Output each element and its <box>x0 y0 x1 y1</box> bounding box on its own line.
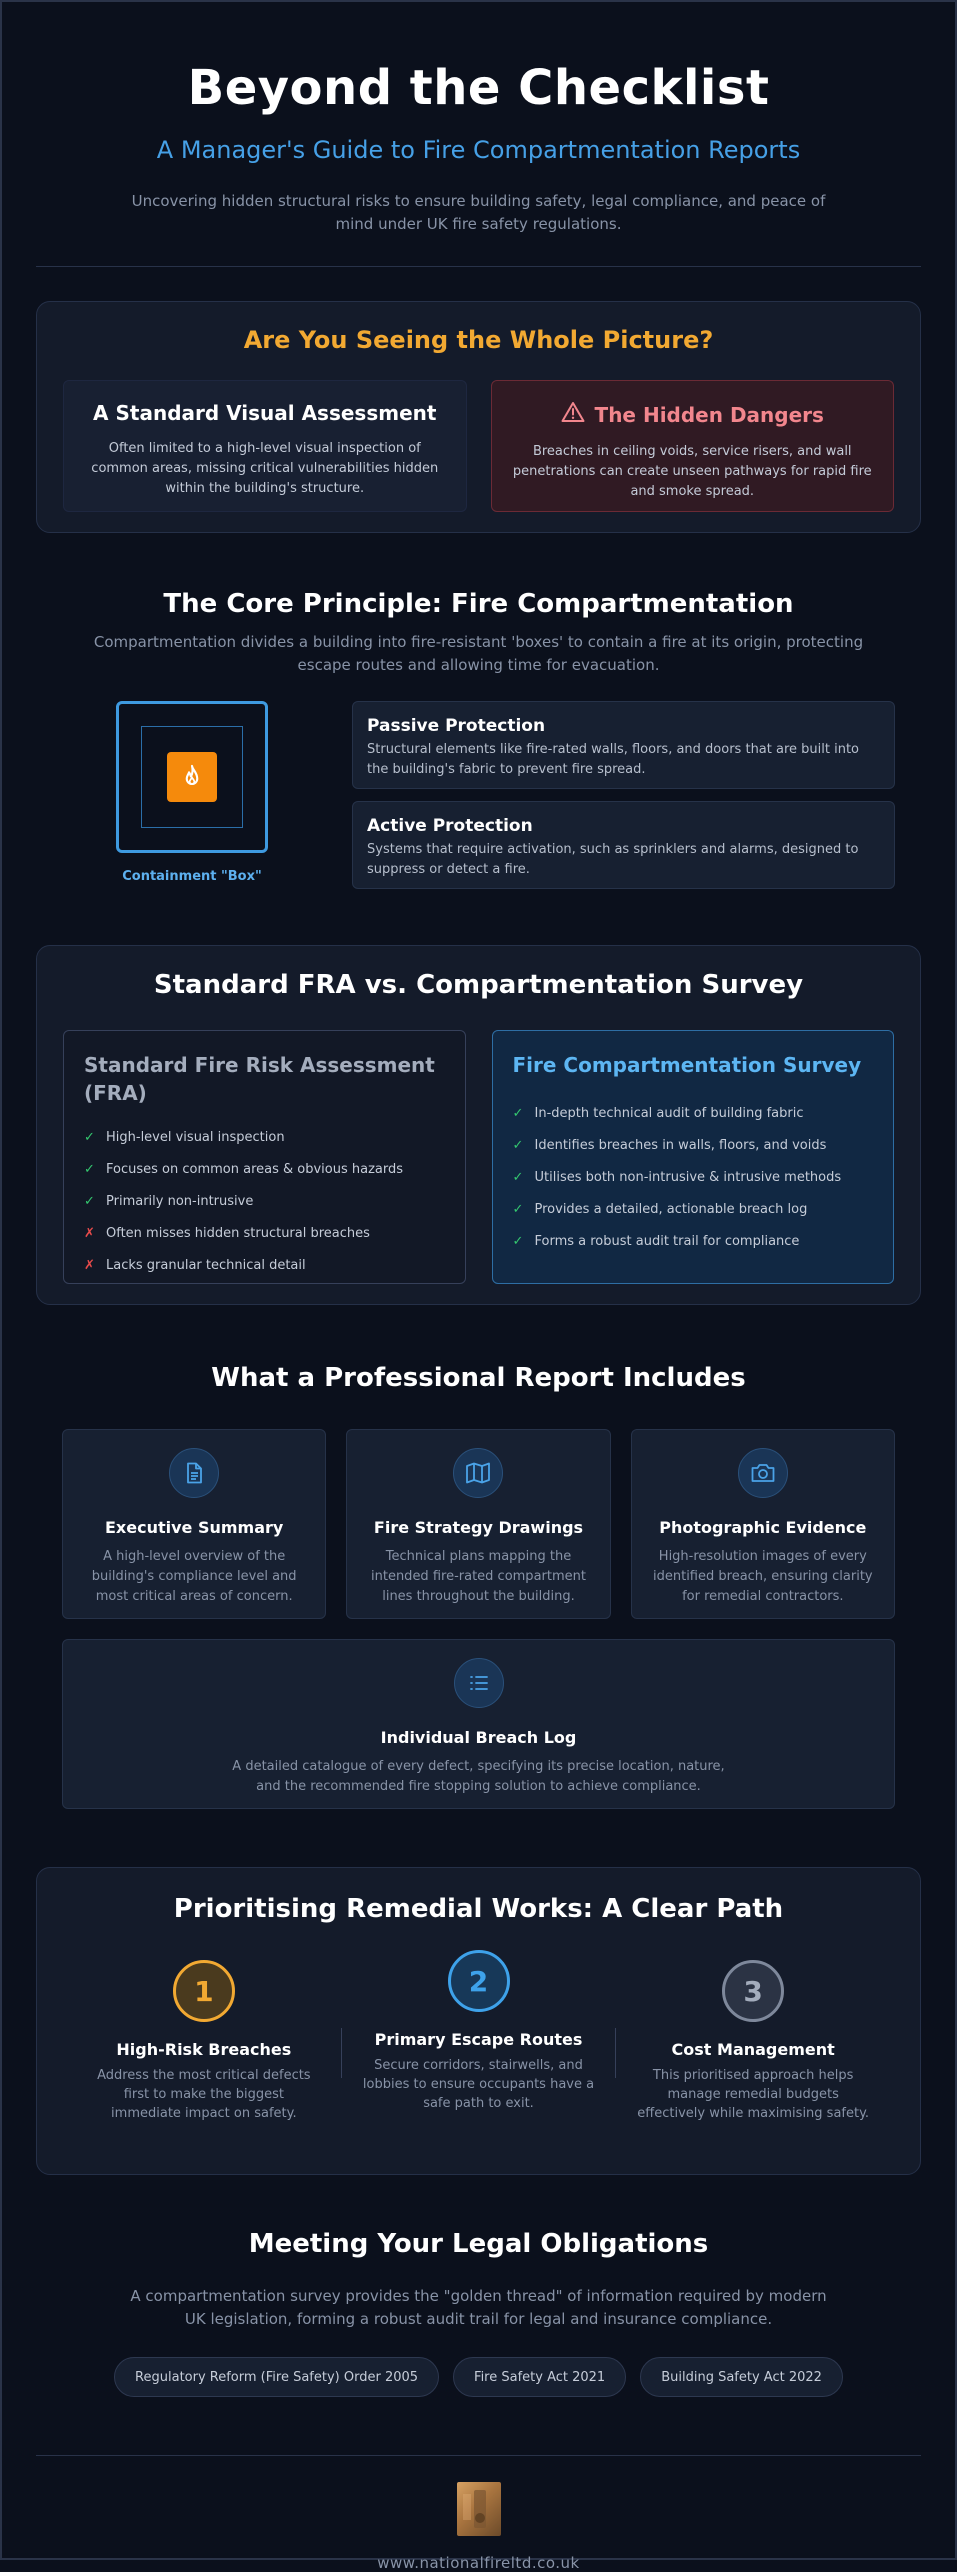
compartmentation-survey-card <box>492 1030 895 1284</box>
executive-summary-text: A high-level overview of the building's compliance level and most critical areas of concern. <box>91 1549 297 1604</box>
page-intro: Uncovering hidden structural risks to ensure building safety, legal compliance, and peace of mind under UK fire safety regulations. <box>131 192 826 233</box>
list-item: ✓ Focuses on common areas & obvious hazards <box>84 1161 404 1177</box>
passive-protection-title: Passive Protection <box>367 716 546 736</box>
divider <box>36 2455 921 2456</box>
hidden-dangers-title: The Hidden Dangers <box>594 402 824 427</box>
fra-comparison-section <box>36 945 921 1305</box>
breach-log-title: Individual Breach Log <box>380 1728 577 1747</box>
document-icon <box>169 1448 219 1498</box>
law-pill: Building Safety Act 2022 <box>640 2357 843 2397</box>
report-includes-section <box>2 1363 955 1809</box>
whole-picture-title: Are You Seeing the Whole Picture? <box>243 326 714 354</box>
executive-summary-card <box>62 1429 326 1619</box>
list-item: ✗ Often misses hidden structural breaches <box>84 1225 370 1241</box>
fire-strategy-drawings-card <box>346 1429 610 1619</box>
list-item: ✗ Lacks granular technical detail <box>84 1257 306 1273</box>
remedial-works-section <box>36 1867 921 2175</box>
company-logo <box>457 2482 501 2536</box>
whole-picture-section <box>36 301 921 533</box>
step-text: This prioritised approach helps manage remedial budgets effectively while maximising safety. <box>637 2068 870 2121</box>
containment-box-label: Containment "Box" <box>122 869 262 884</box>
standard-assessment-text: Often limited to a high-level visual inspection of common areas, missing critical vulnerabilities hidden within the building's structure. <box>91 441 439 496</box>
flame-icon <box>167 752 217 802</box>
list-icon <box>454 1658 504 1708</box>
hidden-dangers-card <box>491 380 895 512</box>
fire-strategy-drawings-text: Technical plans mapping the intended fire-rated compartment lines throughout the building. <box>371 1549 586 1604</box>
core-principle-title: The Core Principle: Fire Compartmentation <box>163 589 794 619</box>
passive-protection-card <box>352 701 895 789</box>
legal-title: Meeting Your Legal Obligations <box>248 2229 709 2259</box>
remedial-works-title: Prioritising Remedial Works: A Clear Path <box>173 1894 784 1924</box>
list-item: ✓ In-depth technical audit of building fabric <box>512 1105 804 1121</box>
step-text: Address the most critical defects first to make the biggest immediate impact on safety. <box>97 2068 311 2121</box>
photographic-evidence-text: High-resolution images of every identified breach, ensuring clarity for remedial contractors. <box>653 1549 873 1604</box>
active-protection-text: Systems that require activation, such as sprinklers and alarms, designed to suppress or detect a fire. <box>367 842 859 877</box>
map-icon <box>453 1448 503 1498</box>
step-title: High-Risk Breaches <box>116 2040 292 2059</box>
hidden-dangers-text: Breaches in ceiling voids, service risers, and wall penetrations can create unseen pathways for rapid fire and smoke spread. <box>512 444 872 499</box>
fire-strategy-drawings-title: Fire Strategy Drawings <box>373 1518 584 1537</box>
breach-log-text: A detailed catalogue of every defect, specifying its precise location, nature, and the recommended fire stopping solution to achieve compliance. <box>232 1759 725 1794</box>
report-includes-title: What a Professional Report Includes <box>211 1363 746 1393</box>
law-pill: Fire Safety Act 2021 <box>453 2357 626 2397</box>
step-number: 2 <box>448 1950 510 2012</box>
core-principle-subtitle: Compartmentation divides a building into fire-resistant 'boxes' to contain a fire at its origin, protecting escape routes and allowing time for evacuation. <box>93 633 864 674</box>
page-title: Beyond the Checklist <box>187 60 770 116</box>
step-cost-management <box>616 1950 890 2123</box>
list-item: ✓ Utilises both non-intrusive & intrusive methods <box>512 1169 842 1185</box>
active-protection-card <box>352 801 895 889</box>
photographic-evidence-title: Photographic Evidence <box>659 1518 867 1537</box>
warning-icon <box>561 401 585 428</box>
step-high-risk <box>67 1950 341 2123</box>
step-number: 3 <box>722 1960 784 2022</box>
photographic-evidence-card <box>631 1429 895 1619</box>
list-item: ✓ Identifies breaches in walls, floors, and voids <box>512 1137 827 1153</box>
list-item: ✓ Forms a robust audit trail for compliance <box>512 1233 800 1249</box>
hero <box>2 2 955 236</box>
page-subtitle: A Manager's Guide to Fire Compartmentation Reports <box>156 136 801 164</box>
passive-protection-text: Structural elements like fire-rated walls, floors, and doors that are built into the building's fabric to prevent fire spread. <box>367 742 860 777</box>
list-item: ✓ High-level visual inspection <box>84 1129 285 1145</box>
fra-comparison-title: Standard FRA vs. Compartmentation Survey <box>153 970 804 1000</box>
list-item: ✓ Provides a detailed, actionable breach log <box>512 1201 808 1217</box>
divider <box>36 266 921 267</box>
step-title: Cost Management <box>671 2040 835 2059</box>
legal-text: A compartmentation survey provides the "golden thread" of information required by modern UK legislation, forming a robust audit trail for legal and insurance compliance. <box>130 2287 827 2328</box>
standard-fra-card <box>63 1030 466 1284</box>
standard-assessment-title: A Standard Visual Assessment <box>93 401 437 425</box>
list-item: ✓ Primarily non-intrusive <box>84 1193 254 1209</box>
footer <box>2 2482 955 2572</box>
camera-icon <box>738 1448 788 1498</box>
legal-section <box>2 2229 955 2397</box>
step-title: Primary Escape Routes <box>374 2030 583 2049</box>
standard-assessment-card <box>63 380 467 512</box>
website-link[interactable]: www.nationalfireltd.co.uk <box>377 2554 580 2572</box>
executive-summary-title: Executive Summary <box>104 1518 284 1537</box>
step-text: Secure corridors, stairwells, and lobbies to ensure occupants have a safe path to exit. <box>362 2058 595 2111</box>
core-principle-section <box>2 589 955 889</box>
compartmentation-survey-title: Fire Compartmentation Survey <box>512 1053 862 1077</box>
step-number: 1 <box>173 1960 235 2022</box>
breach-log-card <box>62 1639 895 1809</box>
containment-box-graphic <box>112 701 272 889</box>
standard-fra-title: Standard Fire Risk Assessment (FRA) <box>84 1053 435 1105</box>
step-escape-routes <box>342 1950 616 2113</box>
law-pill: Regulatory Reform (Fire Safety) Order 2005 <box>114 2357 439 2397</box>
active-protection-title: Active Protection <box>367 816 533 836</box>
